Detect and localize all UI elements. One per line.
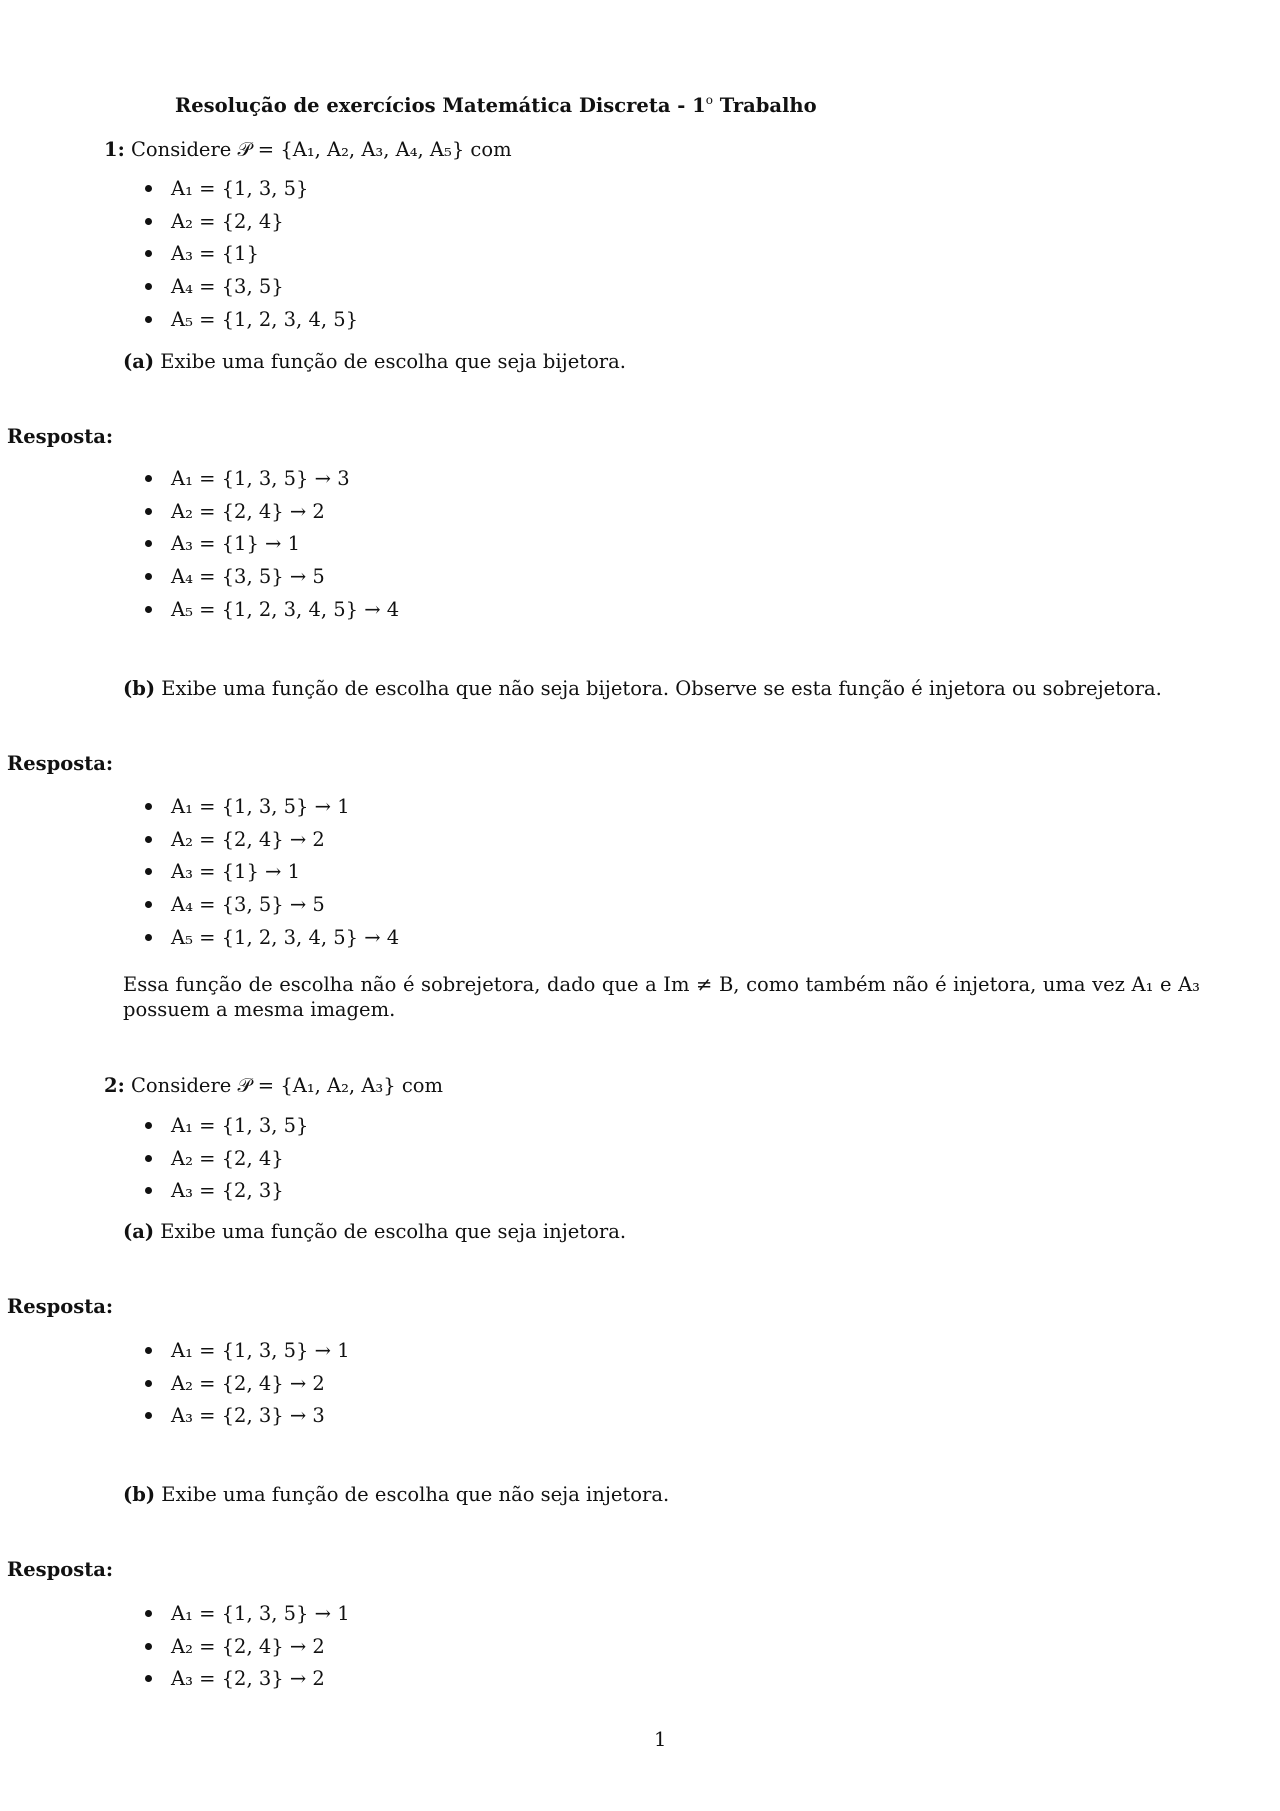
question-1a-text: (a) Exibe uma função de escolha que seja bijetora. <box>123 350 626 373</box>
list-item: A₂ = {2, 4} → 2 <box>145 1367 350 1400</box>
list-item: A₂ = {2, 4} <box>145 205 358 238</box>
list-item: A₂ = {2, 4} → 2 <box>145 823 399 856</box>
question-2-sets-list <box>145 1109 308 1207</box>
question-1b-text: (b) Exibe uma função de escolha que não seja bijetora. Observe se esta função é injetora ou sobrejetora. <box>123 677 1162 700</box>
question-1a-answers <box>145 462 399 625</box>
question-2a-answers <box>145 1334 350 1432</box>
answer-label: Resposta: <box>7 1295 114 1318</box>
list-item: A₅ = {1, 2, 3, 4, 5} <box>145 303 358 336</box>
question-1b-explanation: Essa função de escolha não é sobrejetora, dado que a Im ≠ B, como também não é injetora, uma vez A₁ e A₃ possuem a mesma imagem. <box>123 973 1200 1021</box>
list-item: A₄ = {3, 5} → 5 <box>145 888 399 921</box>
answer-label: Resposta: <box>7 752 114 775</box>
list-item: A₃ = {1} <box>145 237 358 270</box>
list-item: A₁ = {1, 3, 5} <box>145 172 358 205</box>
question-2b-text: (b) Exibe uma função de escolha que não seja injetora. <box>123 1483 670 1506</box>
list-item: A₂ = {2, 4} → 2 <box>145 495 399 528</box>
list-item: A₃ = {1} → 1 <box>145 527 399 560</box>
list-item: A₁ = {1, 3, 5} → 3 <box>145 462 399 495</box>
answer-label: Resposta: <box>7 1558 114 1581</box>
question-2b-answers <box>145 1597 350 1695</box>
list-item: A₃ = {2, 3} → 3 <box>145 1399 350 1432</box>
question-1-statement: 1: Considere 𝒫 = {A₁, A₂, A₃, A₄, A₅} com <box>104 138 512 161</box>
list-item: A₂ = {2, 4} <box>145 1142 308 1175</box>
question-2a-text: (a) Exibe uma função de escolha que seja injetora. <box>123 1220 627 1243</box>
list-item: A₁ = {1, 3, 5} → 1 <box>145 1334 350 1367</box>
question-1-sets-list <box>145 172 358 335</box>
list-item: A₃ = {2, 3} → 2 <box>145 1662 350 1695</box>
answer-label: Resposta: <box>7 425 114 448</box>
list-item: A₁ = {1, 3, 5} <box>145 1109 308 1142</box>
list-item: A₄ = {3, 5} <box>145 270 358 303</box>
list-item: A₁ = {1, 3, 5} → 1 <box>145 1597 350 1630</box>
list-item: A₅ = {1, 2, 3, 4, 5} → 4 <box>145 921 399 954</box>
list-item: A₅ = {1, 2, 3, 4, 5} → 4 <box>145 593 399 626</box>
list-item: A₃ = {1} → 1 <box>145 855 399 888</box>
list-item: A₄ = {3, 5} → 5 <box>145 560 399 593</box>
list-item: A₂ = {2, 4} → 2 <box>145 1630 350 1663</box>
list-item: A₃ = {2, 3} <box>145 1174 308 1207</box>
document-title: Resolução de exercícios Matemática Discreta - 1$^o$ Trabalho <box>175 93 817 117</box>
question-1b-answers <box>145 790 399 953</box>
page-number: 1 <box>654 1728 667 1751</box>
question-2-statement: 2: Considere 𝒫 = {A₁, A₂, A₃} com <box>104 1074 443 1097</box>
list-item: A₁ = {1, 3, 5} → 1 <box>145 790 399 823</box>
